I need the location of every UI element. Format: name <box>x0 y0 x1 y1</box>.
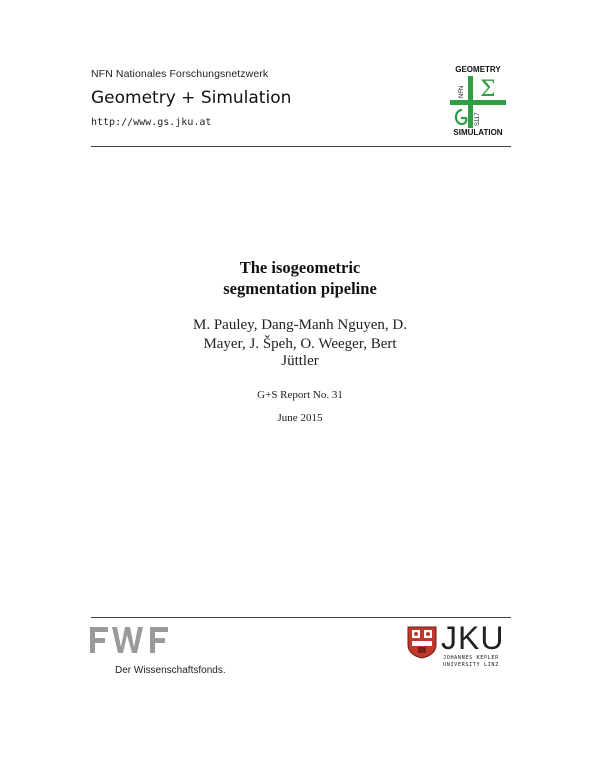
network-title: Geometry + Simulation <box>91 88 292 108</box>
authors-line-3: Jüttler <box>281 353 319 369</box>
geometry-simulation-logo <box>444 62 512 140</box>
fwf-logo-icon <box>88 625 180 657</box>
logo-s117-text: S117 <box>475 112 481 126</box>
logo-top-text: GEOMETRY <box>455 65 501 74</box>
fwf-subtitle: Der Wissenschaftsfonds. <box>115 665 226 676</box>
jku-wordmark: JKU <box>441 620 505 656</box>
network-name: NFN Nationales Forschungsnetzwerk <box>91 68 269 80</box>
report-date: June 2015 <box>277 412 323 424</box>
authors-line-1: M. Pauley, Dang-Manh Nguyen, D. <box>193 317 407 333</box>
footer-divider <box>91 617 511 618</box>
report-number: G+S Report No. 31 <box>257 389 343 401</box>
network-url[interactable]: http://www.gs.jku.at <box>91 117 212 128</box>
jku-subtitle-line-1: JOHANNES KEPLER <box>443 655 499 661</box>
paper-title-line-2: segmentation pipeline <box>223 279 377 298</box>
logo-g-icon <box>456 110 466 124</box>
paper-title-line-1: The isogeometric <box>239 258 361 277</box>
logo-sigma-glyph: Σ <box>480 77 496 102</box>
jku-crest-icon <box>406 625 438 659</box>
logo-cross-icon <box>446 76 510 128</box>
logo-bottom-text: SIMULATION <box>453 128 503 137</box>
jku-subtitle-line-2: UNIVERSITY LINZ <box>443 662 499 668</box>
authors-line-2: Mayer, J. Špeh, O. Weeger, Bert <box>203 336 397 352</box>
logo-nfn-text: NFN <box>459 85 465 98</box>
header-divider <box>91 146 511 147</box>
